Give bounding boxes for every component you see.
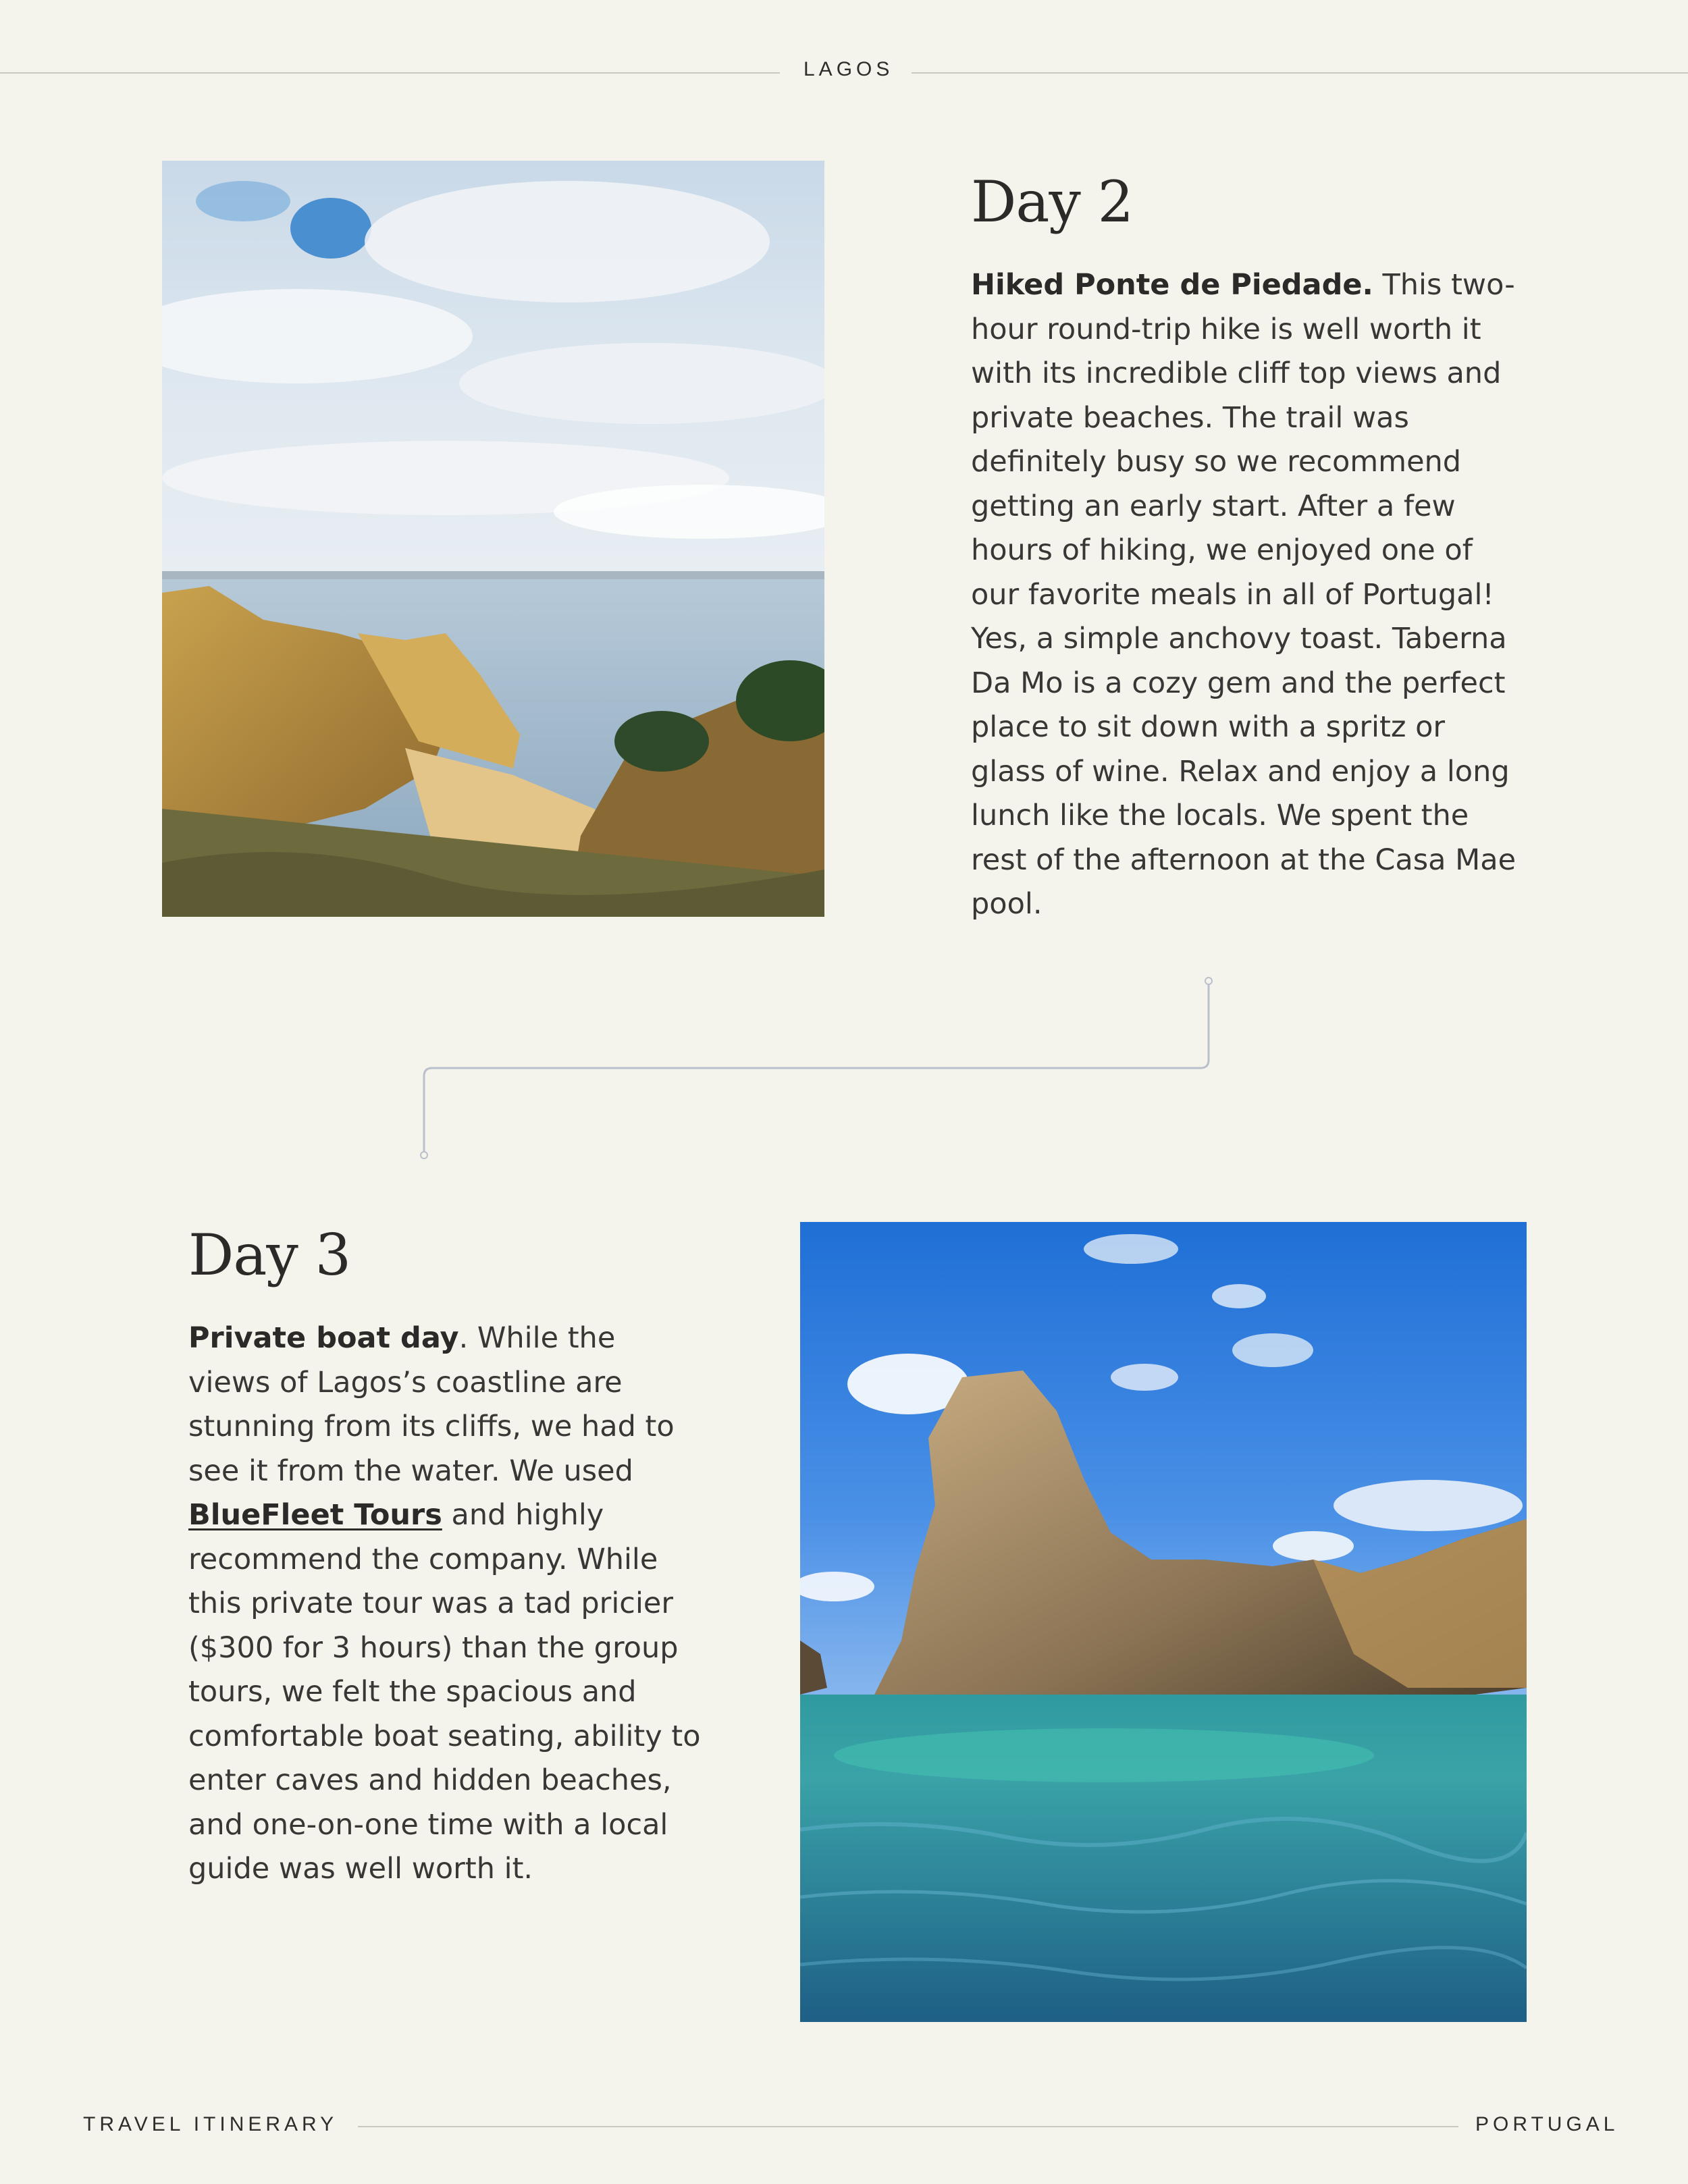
header-rule-left [0, 72, 780, 74]
bluefleet-tours-link[interactable]: BlueFleet Tours [188, 1498, 442, 1532]
day3-body [188, 1316, 702, 1892]
header-rule-right [912, 72, 1688, 74]
day3-description-end: and highly recommend the company. While this private tour was a tad pricier ($300 for 3 hours) than the group tours, we felt the spacious and comfortable boat seating, ability to enter caves and hidden beaches, and one-on-one time with a local guide was well worth it. [188, 1498, 701, 1886]
day2-title: Day 2 [971, 169, 1134, 235]
header-title: LAGOS [803, 58, 894, 80]
footer-left-label: TRAVEL ITINERARY [83, 2113, 338, 2135]
day3-lead: Private boat day [188, 1321, 459, 1355]
footer-right-label: PORTUGAL [1475, 2113, 1619, 2135]
day2-description: This two-hour round-trip hike is well worth it with its incredible cliff top views and private beaches. The trail was definitely busy so we recommend getting an early start. After a few hours of hiking, we enjoyed one of our favorite meals in all of Portugal! Yes, a simple anchovy toast. Taberna Da Mo is a cozy gem and the perfect place to sit down with a spritz or glass of wine. Relax and enjoy a long lunch like the locals. We spent the rest of the afternoon at the Casa Mae pool. [971, 268, 1516, 921]
day3-description-start: . While the views of Lagos’s coastline are stunning from its cliffs, we had to see it from the water. We used [188, 1321, 675, 1488]
day2-lead: Hiked Ponte de Piedade. [971, 268, 1373, 302]
day2-cliff-photo [162, 161, 824, 917]
day3-title: Day 3 [188, 1222, 351, 1288]
day3-sea-stack-photo [800, 1222, 1527, 2022]
footer-rule [358, 2126, 1458, 2127]
day2-body [971, 263, 1528, 927]
